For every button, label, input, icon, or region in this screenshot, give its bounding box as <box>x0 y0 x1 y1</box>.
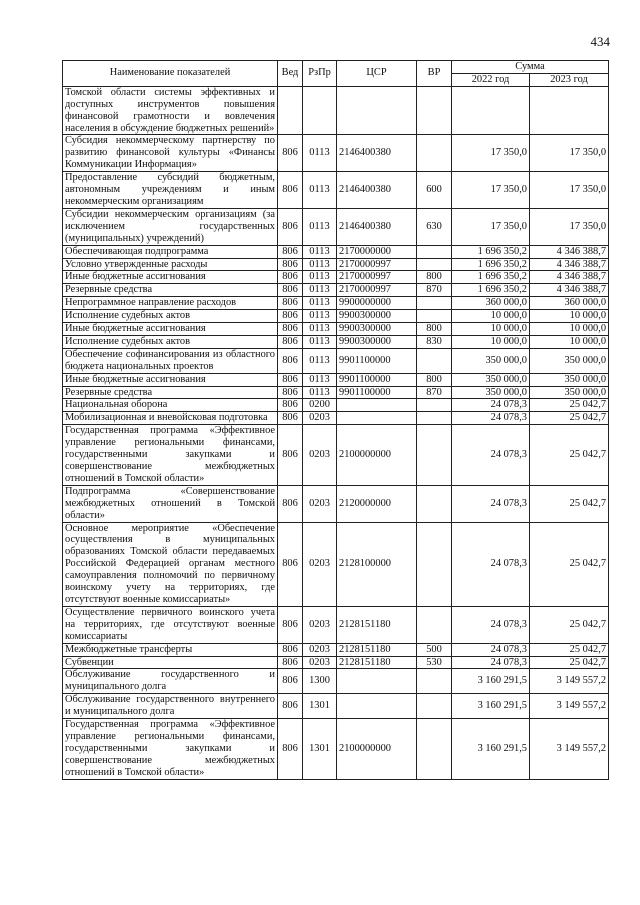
cell-2023 <box>530 86 609 135</box>
cell-2022: 3 160 291,5 <box>452 719 530 780</box>
table-row <box>63 258 609 271</box>
cell-ved: 806 <box>278 271 303 284</box>
cell-ved: 806 <box>278 412 303 425</box>
cell-rzpr: 0203 <box>303 522 337 606</box>
cell-2023: 4 346 388,7 <box>530 271 609 284</box>
cell-2023: 4 346 388,7 <box>530 284 609 297</box>
table-row <box>63 323 609 336</box>
cell-ved: 806 <box>278 386 303 399</box>
cell-2022: 1 696 350,2 <box>452 284 530 297</box>
budget-table <box>62 60 609 780</box>
cell-2023: 25 042,7 <box>530 485 609 522</box>
cell-rzpr: 0113 <box>303 135 337 172</box>
cell-name: Мобилизационная и вневойсковая подготовка <box>63 412 278 425</box>
cell-rzpr: 0113 <box>303 348 337 373</box>
table-row <box>63 669 609 694</box>
cell-2023: 4 346 388,7 <box>530 245 609 258</box>
cell-2023: 3 149 557,2 <box>530 694 609 719</box>
cell-2023: 25 042,7 <box>530 522 609 606</box>
cell-rzpr: 0203 <box>303 606 337 643</box>
cell-vr: 800 <box>417 323 452 336</box>
cell-csr <box>337 694 417 719</box>
cell-csr: 2146400380 <box>337 172 417 209</box>
cell-rzpr: 0113 <box>303 271 337 284</box>
cell-2022: 1 696 350,2 <box>452 271 530 284</box>
cell-vr <box>417 606 452 643</box>
cell-ved: 806 <box>278 245 303 258</box>
cell-name: Национальная оборона <box>63 399 278 412</box>
cell-rzpr: 0113 <box>303 258 337 271</box>
cell-vr: 500 <box>417 643 452 656</box>
cell-vr <box>417 135 452 172</box>
cell-csr: 2170000997 <box>337 258 417 271</box>
cell-csr: 2128100000 <box>337 522 417 606</box>
cell-vr <box>417 412 452 425</box>
table-row <box>63 643 609 656</box>
table-row <box>63 297 609 310</box>
cell-ved: 806 <box>278 172 303 209</box>
cell-vr <box>417 258 452 271</box>
table-row <box>63 694 609 719</box>
header-year-2022: 2022 год <box>452 73 530 86</box>
cell-rzpr: 0113 <box>303 310 337 323</box>
header-ved: Вед <box>278 61 303 87</box>
cell-vr <box>417 522 452 606</box>
cell-2023: 25 042,7 <box>530 606 609 643</box>
cell-2023: 25 042,7 <box>530 399 609 412</box>
cell-2022: 10 000,0 <box>452 310 530 323</box>
table-row <box>63 425 609 486</box>
cell-2023: 350 000,0 <box>530 348 609 373</box>
cell-ved: 806 <box>278 669 303 694</box>
cell-rzpr: 0203 <box>303 656 337 669</box>
cell-vr <box>417 86 452 135</box>
cell-csr: 2170000000 <box>337 245 417 258</box>
cell-rzpr: 0203 <box>303 412 337 425</box>
cell-name: Обслуживание государственного и муниципального долга <box>63 669 278 694</box>
cell-name: Исполнение судебных актов <box>63 335 278 348</box>
cell-csr: 9900300000 <box>337 310 417 323</box>
cell-rzpr: 0203 <box>303 643 337 656</box>
cell-2022: 360 000,0 <box>452 297 530 310</box>
cell-csr: 2128151180 <box>337 656 417 669</box>
cell-2022: 24 078,3 <box>452 399 530 412</box>
cell-ved: 806 <box>278 135 303 172</box>
cell-csr: 2170000997 <box>337 271 417 284</box>
cell-vr <box>417 425 452 486</box>
cell-name: Непрограммное направление расходов <box>63 297 278 310</box>
cell-rzpr: 0113 <box>303 284 337 297</box>
table-row <box>63 172 609 209</box>
cell-name: Резервные средства <box>63 386 278 399</box>
cell-2023: 25 042,7 <box>530 425 609 486</box>
cell-csr <box>337 412 417 425</box>
cell-vr: 830 <box>417 335 452 348</box>
cell-csr <box>337 399 417 412</box>
cell-rzpr: 0113 <box>303 245 337 258</box>
cell-ved: 806 <box>278 323 303 336</box>
cell-2022: 3 160 291,5 <box>452 669 530 694</box>
cell-2022: 24 078,3 <box>452 606 530 643</box>
cell-vr <box>417 485 452 522</box>
cell-csr: 9900300000 <box>337 335 417 348</box>
cell-name: Основное мероприятие «Обеспечение осуществления в муниципальных образованиях Томской области передаваемых Российской Федерацией органам местного самоуправления полномочий по первичному воинскому учету на территориях, где отсутствуют военные комиссариаты» <box>63 522 278 606</box>
cell-rzpr: 0113 <box>303 323 337 336</box>
cell-name: Осуществление первичного воинского учета на территориях, где отсутствуют военные комиссариаты <box>63 606 278 643</box>
table-row <box>63 399 609 412</box>
cell-vr <box>417 399 452 412</box>
cell-2023: 10 000,0 <box>530 335 609 348</box>
cell-rzpr: 0203 <box>303 485 337 522</box>
cell-ved: 806 <box>278 373 303 386</box>
cell-name: Субвенции <box>63 656 278 669</box>
cell-ved: 806 <box>278 335 303 348</box>
cell-name: Условно утвержденные расходы <box>63 258 278 271</box>
table-row <box>63 208 609 245</box>
cell-rzpr: 1301 <box>303 719 337 780</box>
cell-csr: 2120000000 <box>337 485 417 522</box>
cell-name: Субсидия некоммерческому партнерству по развитию финансовой культуры «Финансы Коммуникации Информация» <box>63 135 278 172</box>
cell-2022: 10 000,0 <box>452 323 530 336</box>
cell-csr: 2170000997 <box>337 284 417 297</box>
cell-2022: 24 078,3 <box>452 656 530 669</box>
cell-2022: 24 078,3 <box>452 425 530 486</box>
cell-ved: 806 <box>278 485 303 522</box>
cell-2023: 10 000,0 <box>530 323 609 336</box>
cell-2022: 17 350,0 <box>452 135 530 172</box>
cell-csr: 2128151180 <box>337 643 417 656</box>
cell-rzpr: 0113 <box>303 172 337 209</box>
header-rzpr: РзПр <box>303 61 337 87</box>
cell-2022: 350 000,0 <box>452 348 530 373</box>
cell-2023: 25 042,7 <box>530 412 609 425</box>
cell-2022: 24 078,3 <box>452 522 530 606</box>
cell-csr: 9900000000 <box>337 297 417 310</box>
cell-name: Иные бюджетные ассигнования <box>63 271 278 284</box>
cell-2022 <box>452 86 530 135</box>
cell-name: Государственная программа «Эффективное управление региональными финансами, государственными закупками и совершенствование межбюджетных отношений в Томской области» <box>63 719 278 780</box>
cell-2023: 350 000,0 <box>530 386 609 399</box>
cell-2022: 24 078,3 <box>452 412 530 425</box>
cell-name: Иные бюджетные ассигнования <box>63 373 278 386</box>
cell-2023: 17 350,0 <box>530 135 609 172</box>
table-row <box>63 373 609 386</box>
cell-ved: 806 <box>278 656 303 669</box>
cell-vr: 800 <box>417 373 452 386</box>
table-row <box>63 135 609 172</box>
cell-2023: 25 042,7 <box>530 656 609 669</box>
table-header <box>63 61 609 87</box>
cell-2023: 3 149 557,2 <box>530 719 609 780</box>
cell-name: Иные бюджетные ассигнования <box>63 323 278 336</box>
cell-2023: 360 000,0 <box>530 297 609 310</box>
table-row <box>63 386 609 399</box>
cell-vr <box>417 297 452 310</box>
cell-ved: 806 <box>278 694 303 719</box>
table-row <box>63 348 609 373</box>
cell-2022: 1 696 350,2 <box>452 258 530 271</box>
cell-name: Государственная программа «Эффективное управление региональными финансами, государственными закупками и совершенствование межбюджетных отношений в Томской области» <box>63 425 278 486</box>
cell-vr: 630 <box>417 208 452 245</box>
cell-2022: 17 350,0 <box>452 172 530 209</box>
cell-csr: 2100000000 <box>337 719 417 780</box>
cell-name: Подпрограмма «Совершенствование межбюджетных отношений в Томской области» <box>63 485 278 522</box>
cell-name: Резервные средства <box>63 284 278 297</box>
cell-2023: 3 149 557,2 <box>530 669 609 694</box>
cell-name: Исполнение судебных актов <box>63 310 278 323</box>
cell-2022: 1 696 350,2 <box>452 245 530 258</box>
table-row <box>63 310 609 323</box>
cell-rzpr: 0113 <box>303 208 337 245</box>
cell-vr <box>417 694 452 719</box>
table-row <box>63 719 609 780</box>
cell-name: Обеспечивающая подпрограмма <box>63 245 278 258</box>
cell-csr: 2146400380 <box>337 208 417 245</box>
cell-2022: 10 000,0 <box>452 335 530 348</box>
cell-ved: 806 <box>278 258 303 271</box>
cell-csr: 9900300000 <box>337 323 417 336</box>
cell-name: Обеспечение софинансирования из областного бюджета национальных проектов <box>63 348 278 373</box>
cell-csr: 9901100000 <box>337 348 417 373</box>
cell-2023: 25 042,7 <box>530 643 609 656</box>
cell-2022: 350 000,0 <box>452 373 530 386</box>
cell-rzpr: 1300 <box>303 669 337 694</box>
page-number: 434 <box>590 34 610 49</box>
cell-2022: 24 078,3 <box>452 643 530 656</box>
cell-vr: 530 <box>417 656 452 669</box>
cell-csr: 2146400380 <box>337 135 417 172</box>
table-row <box>63 606 609 643</box>
header-csr: ЦСР <box>337 61 417 87</box>
cell-name: Субсидии некоммерческим организациям (за исключением государственных (муниципальных) учреждений) <box>63 208 278 245</box>
cell-csr: 2100000000 <box>337 425 417 486</box>
table-row <box>63 335 609 348</box>
cell-2023: 350 000,0 <box>530 373 609 386</box>
table-row <box>63 656 609 669</box>
cell-vr: 800 <box>417 271 452 284</box>
cell-name: Межбюджетные трансферты <box>63 643 278 656</box>
cell-rzpr: 0113 <box>303 297 337 310</box>
cell-ved: 806 <box>278 643 303 656</box>
cell-2022: 17 350,0 <box>452 208 530 245</box>
header-name: Наименование показателей <box>63 61 278 87</box>
cell-csr: 9901100000 <box>337 386 417 399</box>
cell-csr: 2128151180 <box>337 606 417 643</box>
cell-csr: 9901100000 <box>337 373 417 386</box>
cell-vr <box>417 719 452 780</box>
cell-2022: 3 160 291,5 <box>452 694 530 719</box>
table-row <box>63 86 609 135</box>
cell-ved: 806 <box>278 522 303 606</box>
cell-2023: 4 346 388,7 <box>530 258 609 271</box>
table-row <box>63 485 609 522</box>
cell-rzpr: 0113 <box>303 373 337 386</box>
cell-2022: 350 000,0 <box>452 386 530 399</box>
cell-ved: 806 <box>278 297 303 310</box>
cell-vr: 600 <box>417 172 452 209</box>
table-row <box>63 522 609 606</box>
table-row <box>63 245 609 258</box>
table-row <box>63 412 609 425</box>
cell-csr <box>337 669 417 694</box>
cell-rzpr: 0203 <box>303 425 337 486</box>
cell-vr <box>417 310 452 323</box>
cell-2022: 24 078,3 <box>452 485 530 522</box>
cell-2023: 17 350,0 <box>530 172 609 209</box>
cell-ved: 806 <box>278 284 303 297</box>
cell-ved: 806 <box>278 606 303 643</box>
cell-name: Предоставление субсидий бюджетным, автономным учреждениям и иным некоммерческим организациям <box>63 172 278 209</box>
cell-name: Томской области системы эффективных и доступных инструментов повышения финансовой грамотности и вовлечения населения в обсуждение бюджетных решений» <box>63 86 278 135</box>
cell-vr <box>417 669 452 694</box>
cell-vr: 870 <box>417 386 452 399</box>
table-body <box>63 86 609 779</box>
cell-ved: 806 <box>278 310 303 323</box>
cell-csr <box>337 86 417 135</box>
cell-rzpr: 1301 <box>303 694 337 719</box>
cell-name: Обслуживание государственного внутреннего и муниципального долга <box>63 694 278 719</box>
cell-vr <box>417 245 452 258</box>
header-vr: ВР <box>417 61 452 87</box>
cell-ved: 806 <box>278 399 303 412</box>
table-row <box>63 271 609 284</box>
cell-rzpr: 0113 <box>303 335 337 348</box>
cell-vr <box>417 348 452 373</box>
cell-ved: 806 <box>278 719 303 780</box>
cell-ved: 806 <box>278 348 303 373</box>
header-year-2023: 2023 год <box>530 73 609 86</box>
table-row <box>63 284 609 297</box>
cell-ved: 806 <box>278 425 303 486</box>
header-sum: Сумма <box>452 61 609 74</box>
cell-vr: 870 <box>417 284 452 297</box>
cell-2023: 10 000,0 <box>530 310 609 323</box>
cell-rzpr: 0200 <box>303 399 337 412</box>
cell-rzpr: 0113 <box>303 386 337 399</box>
cell-2023: 17 350,0 <box>530 208 609 245</box>
cell-ved <box>278 86 303 135</box>
cell-rzpr <box>303 86 337 135</box>
cell-ved: 806 <box>278 208 303 245</box>
